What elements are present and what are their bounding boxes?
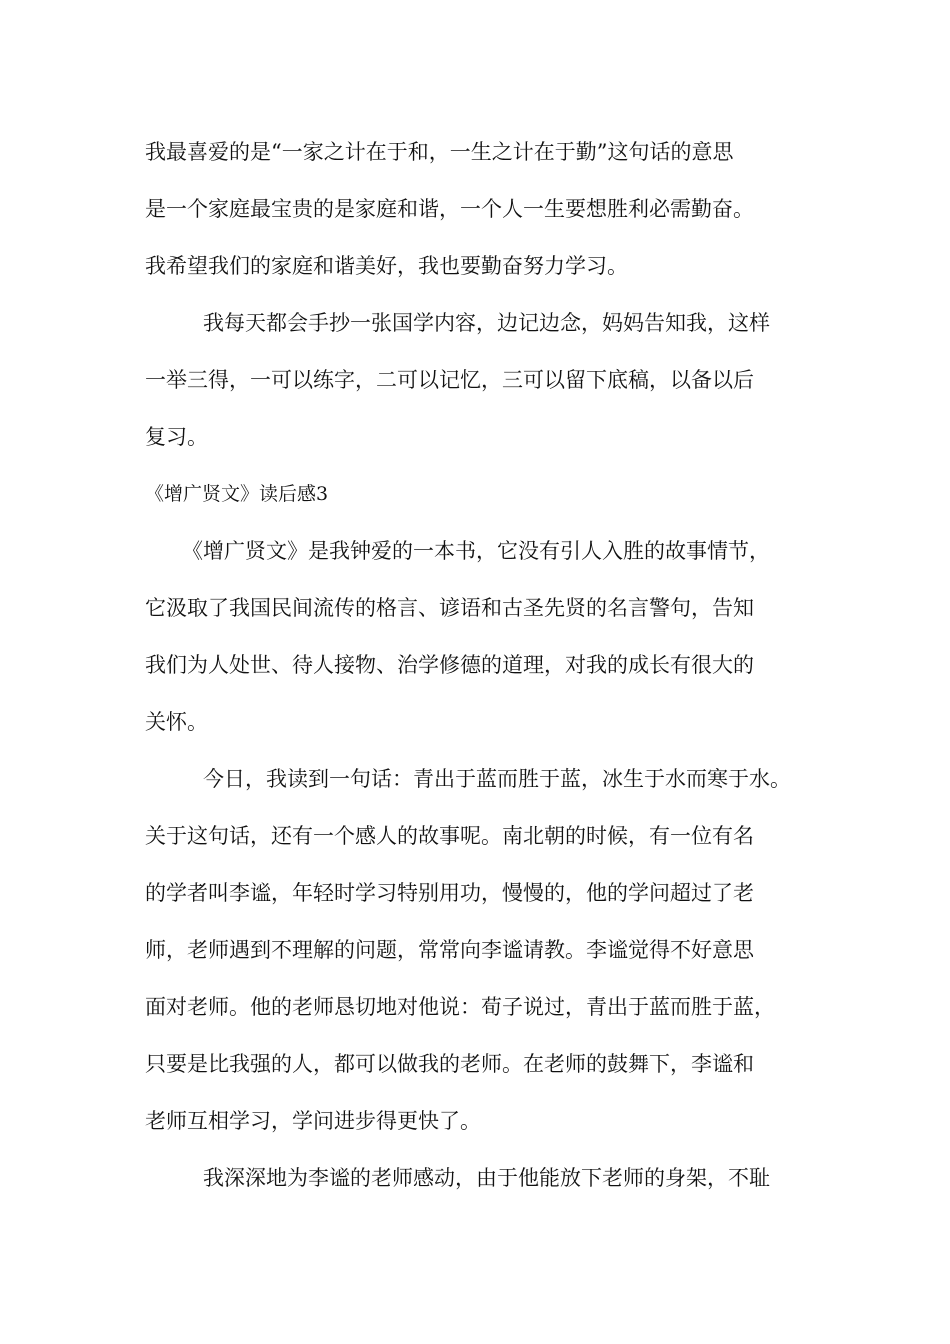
text-line: 我每天都会手抄一张国学内容，边记边念，妈妈告知我，这样 — [203, 311, 770, 335]
text-line: 复习。 — [145, 425, 208, 449]
text-line: 它汲取了我国民间流传的格言、谚语和古圣先贤的名言警句，告知 — [145, 596, 754, 620]
text-line: 关于这句话，还有一个感人的故事呢。南北朝的时候，有一位有名 — [145, 824, 754, 848]
text-line: 我最喜爱的是“一家之计在于和，一生之计在于勤”这句话的意思 — [145, 140, 734, 164]
text-line: 面对老师。他的老师恳切地对他说：荀子说过，青出于蓝而胜于蓝， — [145, 995, 775, 1019]
text-line: 是一个家庭最宝贵的是家庭和谐，一个人一生要想胜利必需勤奋。 — [145, 197, 754, 221]
text-line: 《增广贤文》是我钟爱的一本书，它没有引人入胜的故事情节， — [182, 539, 770, 563]
text-line: 师，老师遇到不理解的问题，常常向李谧请教。李谧觉得不好意思 — [145, 938, 754, 962]
text-line: 今日，我读到一句话：青出于蓝而胜于蓝，冰生于水而寒于水。 — [203, 767, 791, 791]
text-line: 只要是比我强的人，都可以做我的老师。在老师的鼓舞下，李谧和 — [145, 1052, 754, 1076]
text-line: 我们为人处世、待人接物、治学修德的道理，对我的成长有很大的 — [145, 653, 754, 677]
section-heading: 《增广贤文》读后感3 — [145, 483, 329, 505]
text-line: 我深深地为李谧的老师感动，由于他能放下老师的身架，不耻 — [203, 1166, 770, 1190]
text-line: 的学者叫李谧，年轻时学习特别用功，慢慢的，他的学问超过了老 — [145, 881, 754, 905]
text-line: 老师互相学习，学问进步得更快了。 — [145, 1109, 481, 1133]
text-line: 关怀。 — [145, 710, 208, 734]
text-line: 一举三得，一可以练字，二可以记忆，三可以留下底稿，以备以后 — [145, 368, 754, 392]
text-line: 我希望我们的家庭和谐美好，我也要勤奋努力学习。 — [145, 254, 628, 278]
